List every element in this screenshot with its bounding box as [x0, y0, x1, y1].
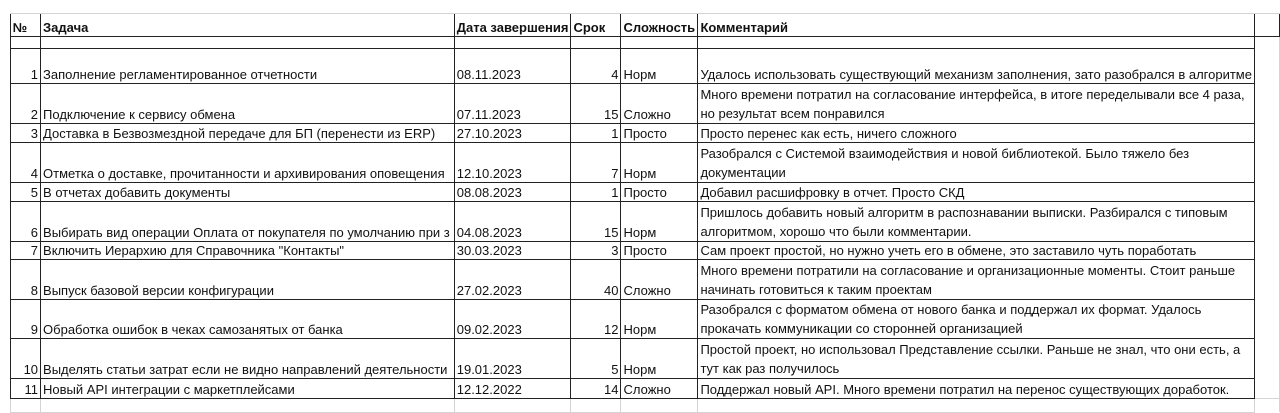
table-row	[0, 123, 1280, 142]
cell-term[interactable]: 3	[571, 241, 621, 259]
cell-term[interactable]: 4	[571, 48, 621, 83]
table-row	[0, 259, 1280, 299]
cell-task[interactable]: Выпуск базовой версии конфигурации	[41, 259, 455, 299]
cell-date[interactable]: 07.11.2023	[454, 83, 571, 123]
table-row	[0, 83, 1280, 123]
cell-term[interactable]: 12	[571, 299, 621, 338]
cell-date[interactable]: 09.02.2023	[454, 299, 571, 338]
cell-term[interactable]: 1	[571, 123, 621, 142]
cell-comment[interactable]: Пришлось добавить новый алгоритм в распознавании выписки. Разбирался с типовым алгоритмом, хорошо что были комментарии.	[698, 201, 1255, 241]
cell-complexity[interactable]: Норм	[621, 48, 698, 83]
cell-date[interactable]: 08.08.2023	[454, 182, 571, 201]
cell-task[interactable]: В отчетах добавить документы	[41, 182, 455, 201]
cell-complexity[interactable]: Сложно	[621, 83, 698, 123]
cell-comment[interactable]: Добавил расшифровку в отчет. Просто СКД	[698, 182, 1255, 201]
table-row	[0, 48, 1280, 83]
header-num[interactable]: №	[10, 13, 40, 36]
cell-date[interactable]: 12.10.2023	[454, 142, 571, 182]
cell-complexity[interactable]: Сложно	[621, 259, 698, 299]
header-complexity[interactable]: Сложность	[621, 13, 698, 36]
cell-task[interactable]: Выделять статьи затрат если не видно направлений деятельности	[41, 338, 455, 378]
cell-num[interactable]: 10	[10, 338, 40, 378]
table-row	[0, 182, 1280, 201]
cell-complexity[interactable]: Норм	[621, 142, 698, 182]
cell-num[interactable]: 8	[10, 259, 40, 299]
cell-comment[interactable]: Много времени потратили на согласование и организационные моменты. Стоит раньше начинать готовиться к таким проектам	[698, 259, 1255, 299]
header-task[interactable]: Задача	[41, 13, 455, 36]
cell-num[interactable]: 9	[10, 299, 40, 338]
cell-num[interactable]: 5	[10, 182, 40, 201]
table-row	[0, 241, 1280, 259]
cell-date[interactable]: 08.11.2023	[454, 48, 571, 83]
cell-comment[interactable]: Просто перенес как есть, ничего сложного	[698, 123, 1255, 142]
cell-num[interactable]: 2	[10, 83, 40, 123]
cell-date[interactable]: 30.03.2023	[454, 241, 571, 259]
cell-complexity[interactable]: Просто	[621, 182, 698, 201]
cell-comment[interactable]: Удалось использовать существующий механизм заполнения, зато разобрался в алгоритме	[698, 48, 1255, 83]
cell-comment[interactable]: Простой проект, но использовал Представление ссылки. Раньше не знал, что они есть, а тут как раз получилось	[698, 338, 1255, 378]
cell-date[interactable]: 19.01.2023	[454, 338, 571, 378]
cell-term[interactable]: 14	[571, 378, 621, 398]
cell-task[interactable]: Отметка о доставке, прочитанности и архивирования оповещения	[41, 142, 455, 182]
table-row	[0, 299, 1280, 338]
header-comment[interactable]: Комментарий	[698, 13, 1255, 36]
cell-comment[interactable]: Поддержал новый API. Много времени потратил на перенос существующих доработок.	[698, 378, 1255, 398]
cell-num[interactable]: 6	[10, 201, 40, 241]
cell-date[interactable]: 12.12.2022	[454, 378, 571, 398]
cell-complexity[interactable]: Сложно	[621, 378, 698, 398]
table-row	[0, 142, 1280, 182]
cell-complexity[interactable]: Норм	[621, 201, 698, 241]
header-term[interactable]: Срок	[571, 13, 621, 36]
cell-date[interactable]: 27.10.2023	[454, 123, 571, 142]
cell-comment[interactable]: Разобрался с Системой взаимодействия и новой библиотекой. Было тяжело без документации	[698, 142, 1255, 182]
header-row	[0, 13, 1280, 36]
cell-term[interactable]: 7	[571, 142, 621, 182]
cell-num[interactable]: 7	[10, 241, 40, 259]
cell-task[interactable]: Новый API интеграции с маркетплейсами	[41, 378, 455, 398]
cell-num[interactable]: 4	[10, 142, 40, 182]
cell-complexity[interactable]: Норм	[621, 299, 698, 338]
cell-comment[interactable]: Много времени потратил на согласование интерфейса, в итоге переделывали все 4 раза, но результат всем понравился	[698, 83, 1255, 123]
table-row	[0, 338, 1280, 378]
cell-complexity[interactable]: Просто	[621, 123, 698, 142]
cell-task[interactable]: Включить Иерархию для Справочника "Контакты"	[41, 241, 455, 259]
cell-task[interactable]: Подключение к сервису обмена	[41, 83, 455, 123]
cell-term[interactable]: 1	[571, 182, 621, 201]
table-row	[0, 378, 1280, 398]
cell-complexity[interactable]: Просто	[621, 241, 698, 259]
cell-comment[interactable]: Разобрался с форматом обмена от нового банка и поддержал их формат. Удалось прокачать коммуникации со сторонней организацией	[698, 299, 1255, 338]
cell-num[interactable]: 1	[10, 48, 40, 83]
header-date[interactable]: Дата завершения	[454, 13, 571, 36]
cell-term[interactable]: 5	[571, 338, 621, 378]
cell-task[interactable]: Выбирать вид операции Оплата от покупателя по умолчанию при з	[41, 201, 455, 241]
cell-date[interactable]: 04.08.2023	[454, 201, 571, 241]
table-row	[0, 201, 1280, 241]
cell-term[interactable]: 40	[571, 259, 621, 299]
cell-term[interactable]: 15	[571, 83, 621, 123]
cell-task[interactable]: Обработка ошибок в чеках самозанятых от банка	[41, 299, 455, 338]
cell-term[interactable]: 15	[571, 201, 621, 241]
cell-comment[interactable]: Сам проект простой, но нужно учеть его в обмене, это заставило чуть поработать	[698, 241, 1255, 259]
cell-task[interactable]: Доставка в Безвозмездной передаче для БП (перенести из ERP)	[41, 123, 455, 142]
cell-task[interactable]: Заполнение регламентированное отчетности	[41, 48, 455, 83]
cell-date[interactable]: 27.02.2023	[454, 259, 571, 299]
cell-num[interactable]: 11	[10, 378, 40, 398]
cell-num[interactable]: 3	[10, 123, 40, 142]
cell-complexity[interactable]: Норм	[621, 338, 698, 378]
